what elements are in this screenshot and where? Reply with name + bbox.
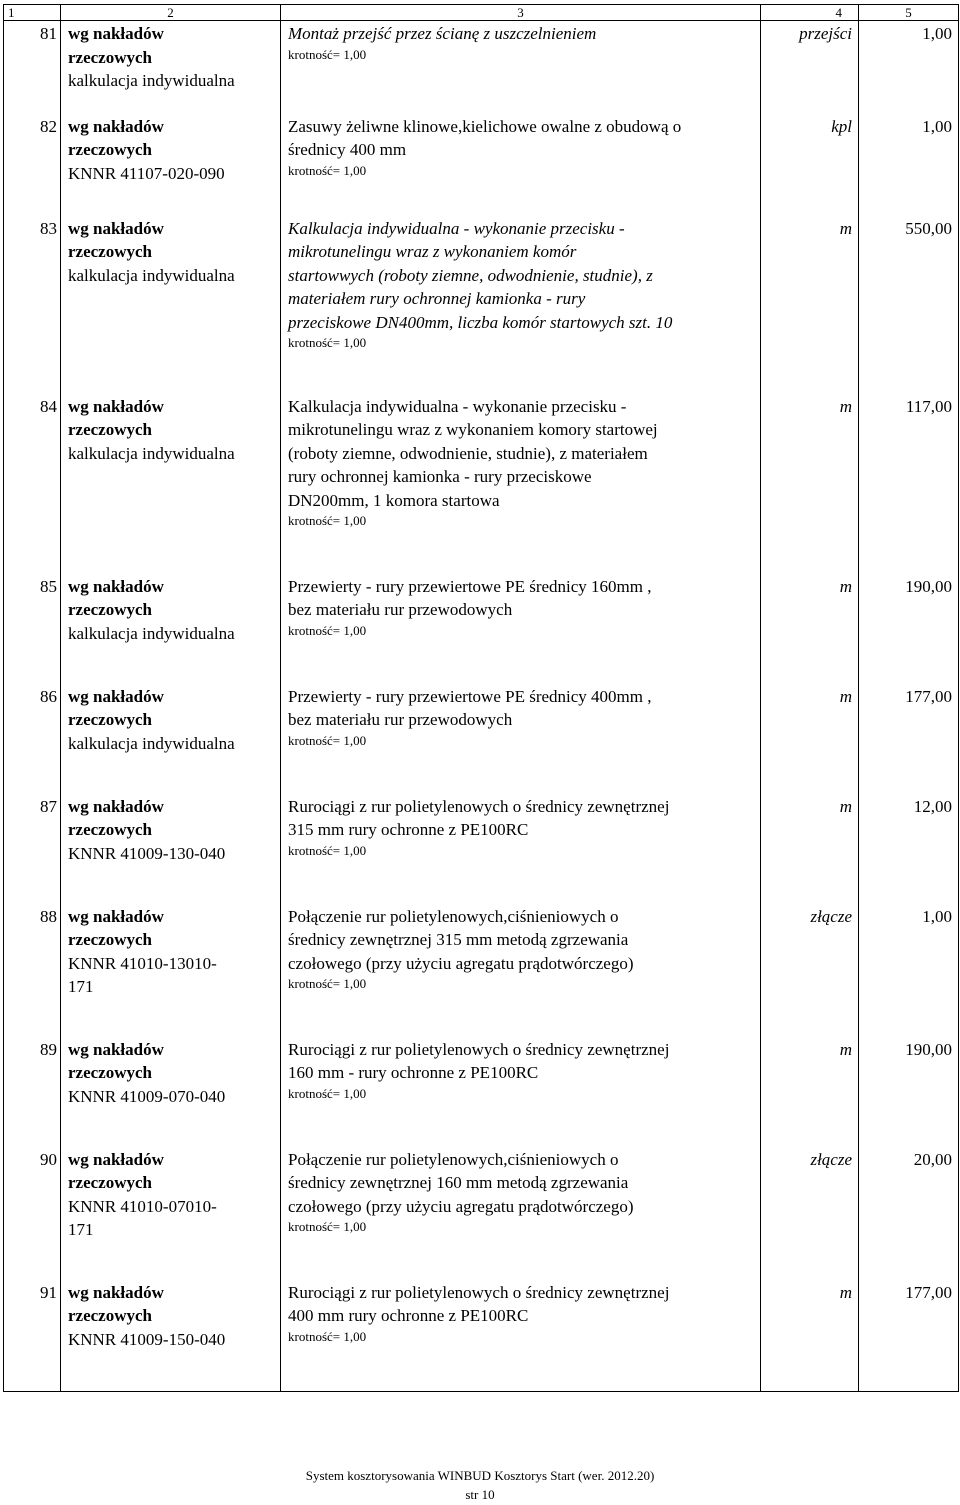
item-number: 88 xyxy=(4,904,61,1037)
description-line: startowwych (roboty ziemne, odwodnienie, studnie), z xyxy=(288,265,653,285)
description-line: 160 mm - rury ochronne z PE100RC xyxy=(288,1063,539,1082)
description-cell xyxy=(281,216,761,394)
basis-line-2: rzeczowych xyxy=(68,420,153,439)
basis-cell xyxy=(61,1037,281,1147)
basis-cell xyxy=(61,684,281,794)
description-cell xyxy=(281,1037,761,1147)
description-line: DN200mm, 1 komora startowa xyxy=(288,490,500,510)
unit: złącze xyxy=(761,904,859,1037)
description-line: mikrotunelingu wraz z wykonaniem komór xyxy=(288,242,577,261)
quantity: 1,00 xyxy=(859,904,959,1037)
multiplier: krotność= 1,00 xyxy=(288,335,367,350)
unit: m xyxy=(761,1280,859,1392)
column-number: 4 xyxy=(761,5,859,21)
table-row xyxy=(4,1037,959,1147)
description-line: bez materiału rur przewodowych xyxy=(288,600,513,619)
description-cell xyxy=(281,1280,761,1392)
description-line: Połączenie rur polietylenowych,ciśnieniowych o xyxy=(288,1149,619,1169)
quantity: 20,00 xyxy=(859,1147,959,1280)
item-number: 82 xyxy=(4,114,61,216)
basis-cell xyxy=(61,114,281,216)
description-line: średnicy 400 mm xyxy=(288,140,407,159)
basis-catalog: KNNR 41010-13010- xyxy=(68,953,217,973)
table-row xyxy=(4,216,959,394)
description-line: 315 mm rury ochronne z PE100RC xyxy=(288,820,529,839)
basis-cell xyxy=(61,216,281,394)
description-line: Rurociągi z rur polietylenowych o średnicy zewnętrznej xyxy=(288,1282,670,1302)
item-number: 90 xyxy=(4,1147,61,1280)
basis-catalog: KNNR 41009-150-040 xyxy=(68,1329,226,1349)
table-row xyxy=(4,684,959,794)
quantity: 550,00 xyxy=(859,216,959,394)
basis-cell xyxy=(61,394,281,574)
quantity: 1,00 xyxy=(859,114,959,216)
description-line: Rurociągi z rur polietylenowych o średnicy zewnętrznej xyxy=(288,1039,670,1059)
description-cell xyxy=(281,904,761,1037)
multiplier: krotność= 1,00 xyxy=(288,976,367,991)
basis-catalog-cont: 171 xyxy=(68,1220,94,1239)
table-row xyxy=(4,394,959,574)
table-row xyxy=(4,904,959,1037)
description-line: rury ochronnej kamionka - rury przeciskowe xyxy=(288,467,592,486)
quantity: 190,00 xyxy=(859,574,959,684)
multiplier: krotność= 1,00 xyxy=(288,622,367,638)
item-number: 81 xyxy=(4,21,61,114)
basis-catalog: KNNR 41107-020-090 xyxy=(68,163,225,183)
description-cell xyxy=(281,114,761,216)
basis-line-1: wg nakładów xyxy=(68,906,164,926)
item-number: 83 xyxy=(4,216,61,394)
item-number: 87 xyxy=(4,794,61,904)
table-row xyxy=(4,1280,959,1392)
table-row xyxy=(4,574,959,684)
unit: m xyxy=(761,794,859,904)
unit: m xyxy=(761,216,859,394)
multiplier: krotność= 1,00 xyxy=(288,842,367,858)
item-number: 91 xyxy=(4,1280,61,1392)
basis-cell xyxy=(61,1280,281,1392)
table-row xyxy=(4,21,959,114)
basis-cell xyxy=(61,21,281,114)
description-line: Zasuwy żeliwne klinowe,kielichowe owalne z obudową o xyxy=(288,116,682,136)
description-line: Kalkulacja indywidualna - wykonanie przecisku - xyxy=(288,396,627,416)
basis-line-2: rzeczowych xyxy=(68,1063,153,1082)
description-line: Montaż przejść przez ścianę z uszczelnieniem xyxy=(288,24,597,43)
basis-catalog-cont: 171 xyxy=(68,977,94,996)
basis-line-1: wg nakładów xyxy=(68,1149,164,1169)
description-line: bez materiału rur przewodowych xyxy=(288,710,513,729)
description-line: czołowego (przy użyciu agregatu prądotwórczego) xyxy=(288,953,634,973)
description-line: Rurociągi z rur polietylenowych o średnicy zewnętrznej xyxy=(288,796,670,816)
unit: kpl xyxy=(761,114,859,216)
table-row xyxy=(4,114,959,216)
multiplier: krotność= 1,00 xyxy=(288,513,367,528)
column-number: 5 xyxy=(859,5,959,21)
table-row xyxy=(4,794,959,904)
multiplier: krotność= 1,00 xyxy=(288,732,367,748)
basis-line-2: rzeczowych xyxy=(68,600,153,619)
column-numbers-row xyxy=(4,5,959,21)
quantity: 177,00 xyxy=(859,684,959,794)
basis-line-1: wg nakładów xyxy=(68,116,164,136)
basis-catalog: KNNR 41009-130-040 xyxy=(68,843,226,863)
description-line: średnicy zewnętrznej 315 mm metodą zgrzewania xyxy=(288,930,629,949)
quantity: 1,00 xyxy=(859,21,959,114)
footer-page-number: str 10 xyxy=(465,1487,495,1502)
unit: m xyxy=(761,1037,859,1147)
footer-system-name: System kosztorysowania WINBUD Kosztorys Start (wer. 2012.20) xyxy=(305,1468,655,1483)
basis-catalog: kalkulacja indywidualna xyxy=(68,623,235,643)
basis-line-2: rzeczowych xyxy=(68,1173,153,1192)
basis-line-2: rzeczowych xyxy=(68,930,153,949)
quantity: 117,00 xyxy=(859,394,959,574)
item-number: 86 xyxy=(4,684,61,794)
description-cell xyxy=(281,794,761,904)
basis-line-2: rzeczowych xyxy=(68,140,153,159)
quantity: 190,00 xyxy=(859,1037,959,1147)
description-line: Kalkulacja indywidualna - wykonanie przecisku - xyxy=(288,218,625,238)
multiplier: krotność= 1,00 xyxy=(288,46,367,62)
basis-line-2: rzeczowych xyxy=(68,1306,153,1325)
basis-cell xyxy=(61,794,281,904)
description-cell xyxy=(281,684,761,794)
description-line: przeciskowe DN400mm, liczba komór startowych szt. 10 xyxy=(288,312,673,332)
column-number: 3 xyxy=(281,5,761,21)
multiplier: krotność= 1,00 xyxy=(288,1328,367,1344)
basis-cell xyxy=(61,904,281,1037)
basis-line-1: wg nakładów xyxy=(68,796,164,816)
item-number: 89 xyxy=(4,1037,61,1147)
basis-line-1: wg nakładów xyxy=(68,686,164,706)
description-line: (roboty ziemne, odwodnienie, studnie), z materiałem xyxy=(288,443,648,463)
basis-line-2: rzeczowych xyxy=(68,242,153,261)
basis-line-1: wg nakładów xyxy=(68,218,164,238)
column-number: 1 xyxy=(4,5,61,21)
description-line: czołowego (przy użyciu agregatu prądotwórczego) xyxy=(288,1196,634,1216)
quantity: 12,00 xyxy=(859,794,959,904)
multiplier: krotność= 1,00 xyxy=(288,162,367,178)
description-cell xyxy=(281,21,761,114)
basis-line-1: wg nakładów xyxy=(68,576,164,596)
table-row xyxy=(4,1147,959,1280)
item-number: 85 xyxy=(4,574,61,684)
basis-cell xyxy=(61,574,281,684)
unit: złącze xyxy=(761,1147,859,1280)
description-line: mikrotunelingu wraz z wykonaniem komory startowej xyxy=(288,420,658,439)
description-line: Połączenie rur polietylenowych,ciśnieniowych o xyxy=(288,906,619,926)
basis-catalog: kalkulacja indywidualna xyxy=(68,71,235,90)
unit: m xyxy=(761,394,859,574)
basis-line-2: rzeczowych xyxy=(68,47,153,67)
basis-line-1: wg nakładów xyxy=(68,24,164,43)
basis-line-1: wg nakładów xyxy=(68,1039,164,1059)
basis-catalog: kalkulacja indywidualna xyxy=(68,265,235,285)
basis-catalog: kalkulacja indywidualna xyxy=(68,733,235,753)
basis-line-1: wg nakładów xyxy=(68,1282,164,1302)
description-line: Przewierty - rury przewiertowe PE średnicy 400mm , xyxy=(288,686,652,706)
unit: m xyxy=(761,684,859,794)
unit: przejści xyxy=(761,21,859,114)
basis-line-2: rzeczowych xyxy=(68,820,153,839)
quantity: 177,00 xyxy=(859,1280,959,1392)
multiplier: krotność= 1,00 xyxy=(288,1085,367,1101)
description-cell xyxy=(281,394,761,574)
basis-catalog: KNNR 41010-07010- xyxy=(68,1196,217,1216)
description-line: 400 mm rury ochronne z PE100RC xyxy=(288,1306,529,1325)
item-number: 84 xyxy=(4,394,61,574)
basis-catalog: KNNR 41009-070-040 xyxy=(68,1086,226,1106)
column-number: 2 xyxy=(61,5,281,21)
description-cell xyxy=(281,574,761,684)
description-line: Przewierty - rury przewiertowe PE średnicy 160mm , xyxy=(288,576,652,596)
description-line: średnicy zewnętrznej 160 mm metodą zgrzewania xyxy=(288,1173,629,1192)
basis-line-2: rzeczowych xyxy=(68,710,153,729)
description-cell xyxy=(281,1147,761,1280)
kosztorys-table xyxy=(3,4,959,1392)
multiplier: krotność= 1,00 xyxy=(288,1219,367,1234)
basis-catalog: kalkulacja indywidualna xyxy=(68,443,235,463)
basis-line-1: wg nakładów xyxy=(68,396,164,416)
unit: m xyxy=(761,574,859,684)
basis-cell xyxy=(61,1147,281,1280)
description-line: materiałem rury ochronnej kamionka - rury xyxy=(288,289,586,308)
